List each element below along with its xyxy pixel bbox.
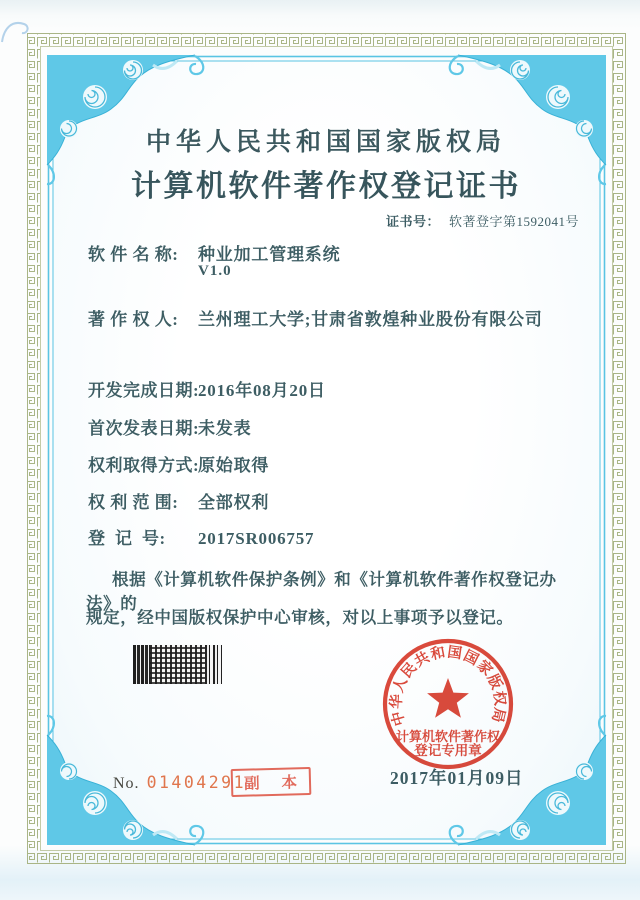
field-copyright-owner xyxy=(88,305,543,330)
barcode-right-bars xyxy=(205,645,222,684)
field-rights-acquisition xyxy=(88,451,269,476)
issuing-authority: 中华人民共和国国家版权局 xyxy=(145,129,506,156)
meander-border-top xyxy=(28,34,625,46)
serial-number xyxy=(113,773,246,793)
issue-date: 2017年01月09日 xyxy=(390,768,524,788)
registration-statement-line2: 规定，经中国版权保护中心审核，对以上事项予以登记。 xyxy=(86,608,514,627)
field-value: 全部权利 xyxy=(198,493,270,512)
software-version: V1.0 xyxy=(198,263,232,279)
duplicate-copy-stamp: 副 本 xyxy=(231,767,312,797)
field-label: 权 利 范 围: xyxy=(88,493,179,512)
field-first-publication xyxy=(88,414,251,439)
field-label: 著 作 权 人: xyxy=(88,310,179,329)
certificate-number-label: 证书号： xyxy=(386,214,441,229)
field-value: 种业加工管理系统 xyxy=(198,245,341,264)
official-seal xyxy=(378,635,518,775)
barcode-2d-matrix xyxy=(150,645,205,684)
field-rights-scope xyxy=(88,488,269,513)
field-value: 2017SR006757 xyxy=(198,529,315,548)
serial-prefix: No. xyxy=(113,775,140,792)
registration-statement-line1: 根据《计算机软件保护条例》和《计算机软件著作权登记办法》的 xyxy=(86,570,557,613)
field-label: 软 件 名 称: xyxy=(88,245,179,264)
field-label: 登 记 号: xyxy=(88,529,166,548)
field-software-name xyxy=(88,240,340,265)
certificate-title: 计算机软件著作权登记证书 xyxy=(131,170,521,203)
field-value: 未发表 xyxy=(198,419,252,438)
seal-text-line1: 计算机软件著作权 xyxy=(395,729,501,744)
seal-ring-text: 中华人民共和国国家版权局 xyxy=(388,644,508,728)
field-label: 权利取得方式: xyxy=(88,456,200,475)
certificate-number xyxy=(386,211,579,230)
field-value: 兰州理工大学;甘肃省敦煌种业股份有限公司 xyxy=(198,310,543,329)
field-value: 原始取得 xyxy=(198,456,270,475)
barcode-left-bars xyxy=(133,645,150,684)
seal-star-icon xyxy=(427,678,469,718)
field-value: 2016年08月20日 xyxy=(198,381,326,400)
meander-border-right xyxy=(613,34,625,863)
seal-text-line2: 登记专用章 xyxy=(414,743,482,758)
serial-digits: 01404291 xyxy=(146,773,247,792)
field-label: 开发完成日期: xyxy=(88,381,200,400)
meander-border-left xyxy=(28,34,40,863)
certificate-number-value: 软著登字第1592041号 xyxy=(449,214,580,229)
meander-border-bottom xyxy=(28,851,625,863)
pen-mark xyxy=(2,23,28,42)
barcode xyxy=(133,645,222,684)
field-registration-number xyxy=(88,524,314,549)
field-completion-date xyxy=(88,376,326,401)
field-label: 首次发表日期: xyxy=(88,419,200,438)
